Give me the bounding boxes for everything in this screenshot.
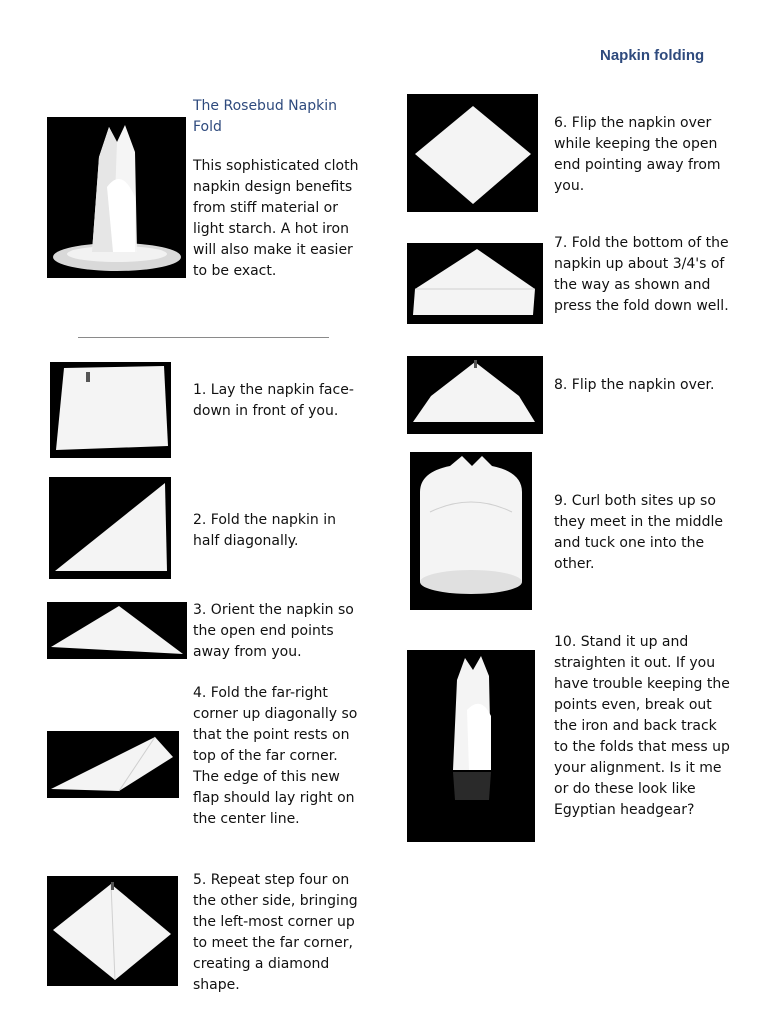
step-4-photo (47, 731, 179, 798)
step-8-text: 8. Flip the napkin over. (554, 377, 715, 393)
page-title: The Rosebud Napkin Fold (193, 98, 337, 135)
step-9-photo (410, 452, 532, 610)
step-1-photo (50, 362, 171, 458)
step-4-text: 4. Fold the far-right corner up diagonally so that the point rests on top of the far corner. The edge of this new flap should lay right on the center line. (193, 685, 358, 827)
divider (78, 337, 329, 338)
step-3-text: 3. Orient the napkin so the open end points away from you. (193, 602, 354, 660)
step-5-photo (47, 876, 178, 986)
step-6-photo (407, 94, 538, 212)
rosebud-main-photo (47, 117, 186, 278)
page-header: Napkin folding (600, 47, 705, 64)
step-2-text: 2. Fold the napkin in half diagonally. (193, 512, 337, 549)
step-5-text: 5. Repeat step four on the other side, bringing the left-most corner up to meet the far corner, creating a diamond shape. (193, 872, 358, 993)
step-8-photo (407, 356, 543, 434)
step-1-text: 1. Lay the napkin face-down in front of you. (193, 382, 354, 419)
step-10-photo (407, 650, 535, 842)
step-2-photo (49, 477, 171, 579)
intro-paragraph: This sophisticated cloth napkin design benefits from stiff material or light starch. A hot iron will also make it easier to be exact. (193, 158, 359, 279)
step-7-text: 7. Fold the bottom of the napkin up about 3/4's of the way as shown and press the fold down well. (554, 235, 729, 314)
step-9-text: 9. Curl both sites up so they meet in the middle and tuck one into the other. (554, 493, 723, 572)
step-3-photo (47, 602, 187, 659)
step-10-text: 10. Stand it up and straighten it out. If you have trouble keeping the points even, break out the iron and back track to the folds that mess up your alignment. Is it me or do these look like Egyptian headgear? (554, 634, 730, 818)
step-7-photo (407, 243, 543, 324)
step-6-text: 6. Flip the napkin over while keeping the open end pointing away from you. (554, 115, 721, 194)
